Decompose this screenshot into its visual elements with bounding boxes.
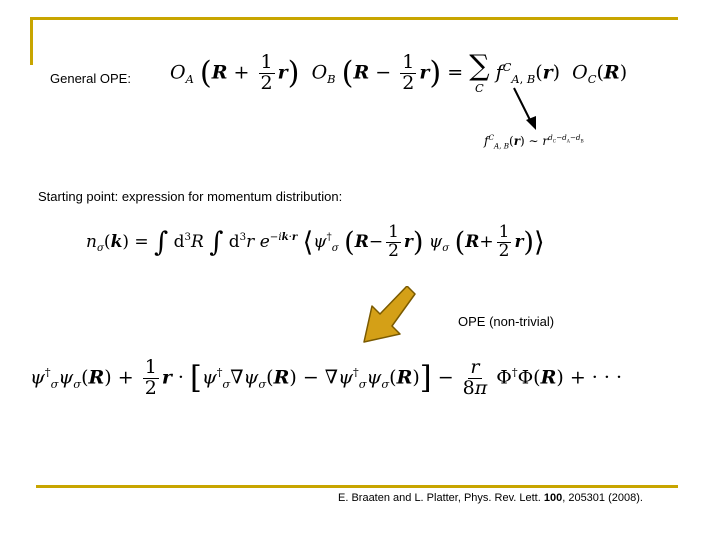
small-down-arrow-icon bbox=[510, 86, 540, 132]
scaling-relation: $f^C_{A, B}(r)$ ∼ $r^{d_C-d_A-d_B}$ bbox=[484, 133, 584, 151]
general-ope-equation: $O_A$ (R + $\frac{1}{2}$ r) $O_B$ (R − $\frac{1}{2}$ r) = ∑ C $f^C_{A, B}(r)$ $O_C(R)$ bbox=[170, 49, 628, 95]
citation-volume: 100 bbox=[543, 492, 563, 504]
bottom-accent-bar bbox=[36, 485, 678, 488]
big-diagonal-arrow-icon bbox=[360, 286, 420, 346]
momentum-distribution-equation: $n_\sigma(k)$ = ∫ $d^3R$ ∫ $d^3r$ $e^{-ik\cdot r}$ $⟨\psi^\dagger_\sigma$ (R− $\frac{1}{2}$ r) $\psi_\sigma$ (R+ $\frac{1}{2}$ r)⟩ bbox=[86, 222, 545, 261]
citation bbox=[338, 492, 643, 504]
starting-point-label: Starting point: expression for momentum distribution: bbox=[38, 189, 343, 204]
citation-text: E. Braaten and L. Platter, Phys. Rev. Lett. bbox=[338, 492, 544, 504]
citation-pages: , 205301 (2008). bbox=[562, 492, 643, 504]
left-accent-bar bbox=[30, 17, 33, 65]
general-ope-label: General OPE: bbox=[50, 71, 131, 86]
top-accent-bar bbox=[30, 17, 678, 20]
ope-nontrivial-label: OPE (non-trivial) bbox=[458, 314, 555, 329]
ope-result-equation: $\psi^\dagger_\sigma\psi_\sigma(R)$ + $\frac{1}{2}$ $r \cdot [\psi^\dagger_\sigma\nabla\psi_\sigma(R) - \nabla\psi^\dagger_\sigma\psi_\sigma(R)]$ − $\frac{r}{8\pi}$ Φ†Φ(R) + · · · bbox=[30, 356, 622, 399]
